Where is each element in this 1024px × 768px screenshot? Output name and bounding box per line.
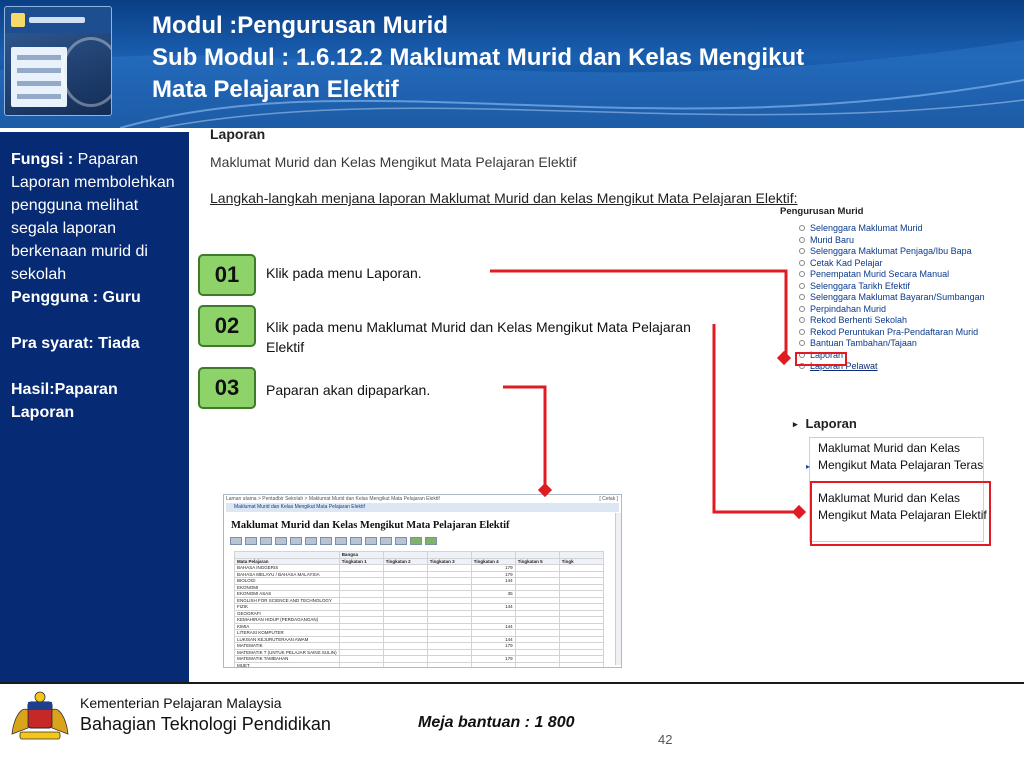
column-header: Tingkatan 1 <box>339 558 383 565</box>
menu-item[interactable]: Penempatan Murid Secara Manual <box>780 269 1010 281</box>
subject-cell: MATEMATIK TAMBAHAN <box>235 656 340 663</box>
export-icon[interactable] <box>425 537 437 545</box>
step-text-03: Paparan akan dipaparkan. <box>266 382 431 398</box>
menu-title: Pengurusan Murid <box>780 206 864 217</box>
subject-cell: MATEMATIK <box>235 643 340 650</box>
toolbar-icon[interactable] <box>320 537 332 545</box>
laporan-item-elektif[interactable]: Maklumat Murid dan Kelas Mengikut Mata Pelajaran Elektif <box>818 491 987 522</box>
report-toolbar <box>230 537 437 545</box>
menu-item-laporan[interactable]: Laporan <box>780 350 1010 362</box>
count-cell <box>471 662 515 668</box>
column-header: Tingkatan 3 <box>427 558 471 565</box>
toolbar-icon[interactable] <box>260 537 272 545</box>
highlight-laporan <box>795 352 847 366</box>
export-excel-icon[interactable] <box>410 537 422 545</box>
subject-cell: KEMAHIRAN HIDUP (PERDAGANGAN) <box>235 617 340 624</box>
menu-item[interactable]: Cetak Kad Pelajar <box>780 258 1010 270</box>
radio-icon <box>799 271 805 277</box>
subject-cell: EKONOMI <box>235 584 340 591</box>
report-title: Maklumat Murid dan Kelas Mengikut Mata Pelajaran Elektif <box>231 520 510 531</box>
radio-icon <box>799 340 805 346</box>
column-header: Mata Pelajaran <box>235 558 340 565</box>
step-badge-03: 03 <box>198 367 256 409</box>
column-header: Tingk <box>559 558 603 565</box>
laporan-heading: ▸ Laporan <box>793 416 857 431</box>
subject-cell: KIMIA <box>235 623 340 630</box>
toolbar-icon[interactable] <box>380 537 392 545</box>
radio-icon <box>799 237 805 243</box>
step-text-02: Klik pada menu Maklumat Murid dan Kelas Mengikut Mata Pelajaran Elektif <box>266 319 691 355</box>
malaysia-crest-icon <box>4 690 76 746</box>
count-cell: 179 <box>471 565 515 572</box>
menu-item[interactable]: Murid Baru <box>780 235 1010 247</box>
menu-item[interactable]: Selenggara Maklumat Bayaran/Sumbangan <box>780 292 1010 304</box>
title-line-1: Modul :Pengurusan Murid <box>152 12 448 39</box>
radio-icon <box>799 294 805 300</box>
count-cell: 179 <box>471 571 515 578</box>
caret-right-icon: ▸ <box>806 462 811 471</box>
footer-ministry: Kementerian Pelajaran Malaysia <box>80 695 282 711</box>
count-cell <box>427 662 471 668</box>
toolbar-icon[interactable] <box>305 537 317 545</box>
count-cell <box>559 662 603 668</box>
count-cell <box>339 662 383 668</box>
count-cell: 144 <box>471 578 515 585</box>
report-strip-label: Maklumat Murid dan Kelas Mengikut Mata Pelajaran Elektif <box>234 504 365 510</box>
page-number: 42 <box>658 732 673 747</box>
pengguna-label: Pengguna : Guru <box>11 289 141 306</box>
count-cell: 179 <box>471 656 515 663</box>
pengurusan-murid-menu <box>780 206 1010 373</box>
menu-item[interactable]: Perpindahan Murid <box>780 304 1010 316</box>
fungsi-label: Fungsi : <box>11 151 74 168</box>
menu-item-laporan-pelawat[interactable]: Laporan Pelawat <box>780 361 1010 373</box>
subject-cell: GEOGRAFI <box>235 610 340 617</box>
radio-icon <box>799 248 805 254</box>
hasil-text <box>11 378 181 424</box>
slide-header <box>0 0 1024 128</box>
toolbar-icon[interactable] <box>350 537 362 545</box>
subject-cell: LUKISAN KEJURUTERAAN AWAM <box>235 636 340 643</box>
column-header: Tingkatan 2 <box>383 558 427 565</box>
menu-list <box>780 223 1010 373</box>
menu-item[interactable]: Selenggara Maklumat Penjaga/Ibu Bapa <box>780 246 1010 258</box>
step-badge-02: 02 <box>198 305 256 347</box>
step-text-01: Klik pada menu Laporan. <box>266 265 422 281</box>
report-breadcrumb: Laman utama > Pentadbir Sekolah > Maklumat Murid dan Kelas Mengikut Mata Pelajaran Elektif <box>226 496 440 502</box>
info-sidebar <box>0 132 189 682</box>
table-row <box>235 662 604 668</box>
report-screenshot <box>223 494 622 668</box>
cetak-link[interactable]: [ Cetak ] <box>599 496 618 502</box>
toolbar-icon[interactable] <box>275 537 287 545</box>
fungsi-block <box>11 148 181 286</box>
footer-helpdesk: Meja bantuan : 1 800 <box>418 714 575 731</box>
subject-cell: LITERASI KOMPUTER <box>235 630 340 637</box>
report-table <box>234 551 604 668</box>
fungsi-text: Paparan Laporan membolehkan pengguna melihat segala laporan berkenaan murid di sekolah <box>11 151 175 283</box>
toolbar-icon[interactable] <box>335 537 347 545</box>
hasil-label: Hasil:Paparan Laporan <box>11 381 118 421</box>
menu-item[interactable]: Bantuan Tambahan/Tajaan <box>780 338 1010 350</box>
toolbar-icon[interactable] <box>245 537 257 545</box>
radio-icon <box>799 329 805 335</box>
subject-cell: BAHASA MELAYU / BAHASA MALAYSIA <box>235 571 340 578</box>
toolbar-icon[interactable] <box>290 537 302 545</box>
subject-cell: MATEMATIK T (UNTUK PELAJAR SAINS SULIN) <box>235 649 340 656</box>
toolbar-icon[interactable] <box>230 537 242 545</box>
report-strip <box>226 503 619 512</box>
column-header: Tingkatan 4 <box>471 558 515 565</box>
prasyarat-label: Pra syarat: Tiada <box>11 335 140 352</box>
laporan-item-teras[interactable]: Maklumat Murid dan Kelas Mengikut Mata Pelajaran Teras <box>818 441 984 472</box>
section-subtitle: Maklumat Murid dan Kelas Mengikut Mata Pelajaran Elektif <box>210 154 577 170</box>
radio-icon <box>799 283 805 289</box>
radio-icon <box>799 260 805 266</box>
radio-icon <box>799 306 805 312</box>
subject-cell: ENGLISH FOR SCIENCE AND TECHNOLOGY <box>235 597 340 604</box>
slide-title <box>152 10 1012 106</box>
subject-cell: MUET <box>235 662 340 668</box>
highlight-elektif <box>810 481 991 546</box>
vertical-scrollbar[interactable] <box>615 513 621 665</box>
footer-division: Bahagian Teknologi Pendidikan <box>80 714 331 734</box>
menu-item[interactable]: Rekod Peruntukan Pra-Pendaftaran Murid <box>780 327 1010 339</box>
count-cell: 35 <box>471 591 515 598</box>
toolbar-icon[interactable] <box>365 537 377 545</box>
count-cell: 179 <box>471 643 515 650</box>
count-cell: 144 <box>471 636 515 643</box>
subject-cell: BIOLOGI <box>235 578 340 585</box>
menu-item[interactable]: Selenggara Tarikh Efektif <box>780 281 1010 293</box>
toolbar-icon[interactable] <box>395 537 407 545</box>
app-logo-icon <box>11 13 25 27</box>
step-badge-01: 01 <box>198 254 256 296</box>
radio-icon <box>799 317 805 323</box>
subject-cell: BAHASA INGGERIS <box>235 565 340 572</box>
group-header: Bangsa <box>339 552 383 559</box>
app-thumbnail <box>4 6 112 116</box>
radio-icon <box>799 225 805 231</box>
count-cell <box>383 662 427 668</box>
section-heading: Laporan <box>210 126 266 142</box>
count-cell <box>515 662 559 668</box>
footer-divider <box>0 682 1024 684</box>
subject-cell: FIZIK <box>235 604 340 611</box>
count-cell: 144 <box>471 623 515 630</box>
pengguna-text <box>11 286 181 309</box>
caret-right-icon: ▸ <box>793 419 798 429</box>
menu-item[interactable]: Rekod Berhenti Sekolah <box>780 315 1010 327</box>
subject-cell: EKONOMI ASAS <box>235 591 340 598</box>
title-line-2: Sub Modul : 1.6.12.2 Maklumat Murid dan Kelas Mengikut <box>152 44 805 71</box>
title-line-3: Mata Pelajaran Elektif <box>152 76 399 103</box>
count-cell: 144 <box>471 604 515 611</box>
column-header: Tingkatan 5 <box>515 558 559 565</box>
menu-item[interactable]: Selenggara Maklumat Murid <box>780 223 1010 235</box>
prasyarat-text <box>11 332 181 355</box>
steps-intro: Langkah-langkah menjana laporan Maklumat Murid dan kelas Mengikut Mata Pelajaran Elektif: <box>210 190 798 206</box>
